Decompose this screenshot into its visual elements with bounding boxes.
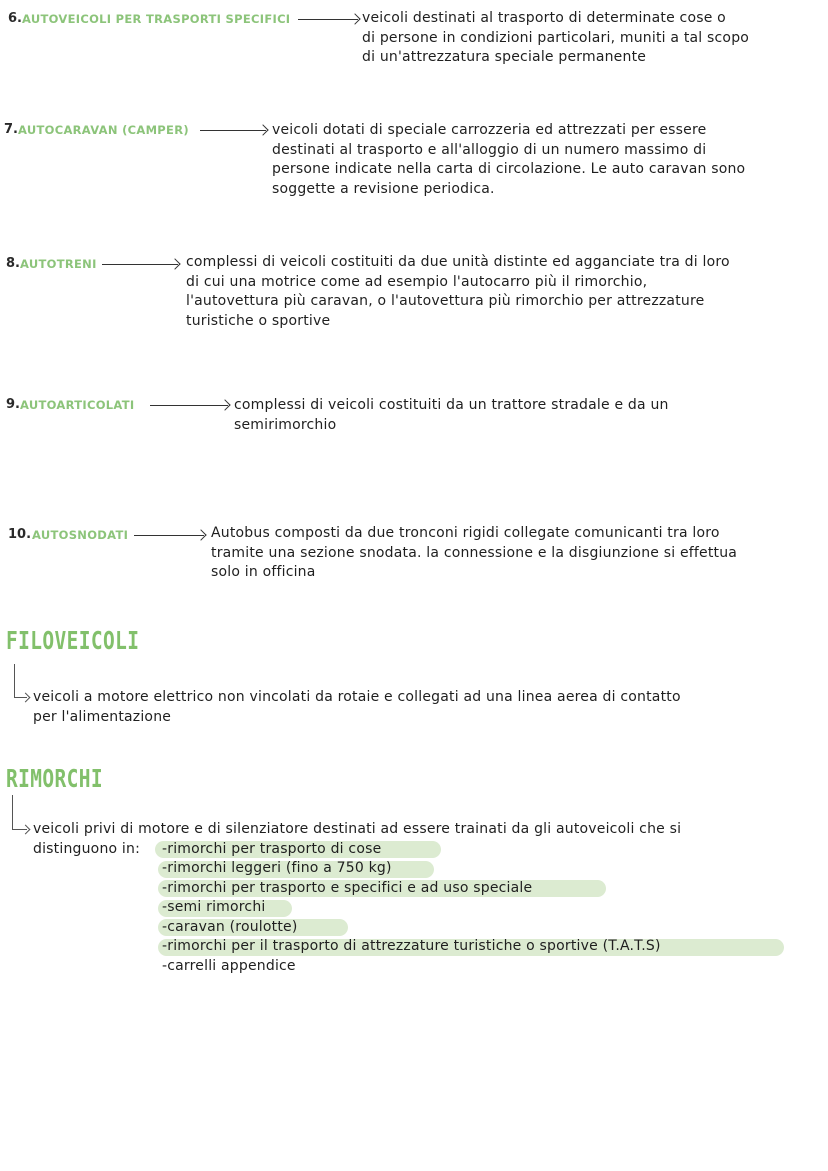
section-description: [211, 524, 737, 583]
description-line: soggette a revisione periodica.: [272, 180, 495, 197]
section-description: [362, 9, 749, 68]
description-line: turistiche o sportive: [186, 312, 331, 329]
section-term: AUTOVEICOLI PER TRASPORTI SPECIFICI: [22, 12, 291, 26]
arrow-right-icon: [102, 264, 178, 265]
description-line: veicoli dotati di speciale carrozzeria ed attrezzati per essere: [272, 122, 707, 138]
list-item: -rimorchi leggeri (fino a 750 kg): [162, 860, 392, 876]
section-term: AUTOCARAVAN (CAMPER): [18, 123, 189, 137]
description-line: solo in officina: [211, 564, 316, 580]
list-item: -semi rimorchi: [162, 899, 266, 915]
description-line: per l'alimentazione: [33, 708, 172, 725]
description-line: di persone in condizioni particolari, muniti a tal scopo: [362, 29, 750, 46]
section-term: AUTOTRENI: [20, 257, 97, 271]
rimorchi-description-line: veicoli privi di motore e di silenziatore destinati ad essere trainati da gli autoveicoli che si: [33, 821, 682, 837]
rimorchi-distinguono-label: distinguono in:: [33, 841, 141, 857]
elbow-arrow-icon: [12, 795, 27, 830]
arrow-right-icon: [150, 405, 228, 406]
description-line: destinati al trasporto e all'alloggio di un numero massimo di: [272, 141, 707, 158]
list-item: -rimorchi per trasporto di cose: [162, 841, 382, 857]
list-item: -rimorchi per il trasporto di attrezzature turistiche o sportive (T.A.T.S): [162, 938, 661, 954]
filoveicoli-description: [33, 688, 681, 727]
description-line: di cui una motrice come ad esempio l'autocarro più il rimorchio,: [186, 273, 648, 290]
section-number: 9.: [6, 397, 20, 412]
section-description: [272, 121, 745, 199]
arrow-right-icon: [134, 535, 204, 536]
list-item: -caravan (roulotte): [162, 919, 298, 935]
section-heading: FILOVEICOLI: [6, 626, 140, 655]
section-term: AUTOSNODATI: [32, 528, 129, 542]
description-line: semirimorchio: [234, 416, 337, 433]
description-line: veicoli destinati al trasporto di determinate cose o: [362, 10, 726, 26]
section-number: 10.: [8, 527, 32, 542]
description-line: di un'attrezzatura speciale permanente: [362, 49, 647, 65]
description-line: veicoli a motore elettrico non vincolati da rotaie e collegati ad una linea aerea di contatto: [33, 689, 681, 705]
section-description: [234, 396, 669, 435]
list-item: -carrelli appendice: [162, 958, 296, 974]
description-line: tramite una sezione snodata. la connessione e la disgiunzione si effettua: [211, 544, 738, 561]
section-number: 6.: [8, 11, 22, 26]
description-line: l'autovettura più caravan, o l'autovettura più rimorchio per attrezzature: [186, 293, 705, 309]
description-line: Autobus composti da due tronconi rigidi collegate comunicanti tra loro: [211, 525, 720, 541]
section-term: AUTOARTICOLATI: [20, 398, 135, 412]
section-number: 7.: [4, 122, 18, 137]
arrow-right-icon: [200, 130, 266, 131]
section-heading: RIMORCHI: [6, 764, 104, 793]
description-line: complessi di veicoli costituiti da due unità distinte ed agganciate tra di loro: [186, 254, 730, 270]
elbow-arrow-icon: [14, 664, 27, 698]
description-line: persone indicate nella carta di circolazione. Le auto caravan sono: [272, 161, 746, 177]
description-line: complessi di veicoli costituiti da un trattore stradale e da un: [234, 397, 669, 413]
section-description: [186, 253, 730, 331]
list-item: -rimorchi per trasporto e specifici e ad uso speciale: [162, 880, 533, 896]
arrow-right-icon: [298, 19, 358, 20]
section-number: 8.: [6, 256, 20, 271]
